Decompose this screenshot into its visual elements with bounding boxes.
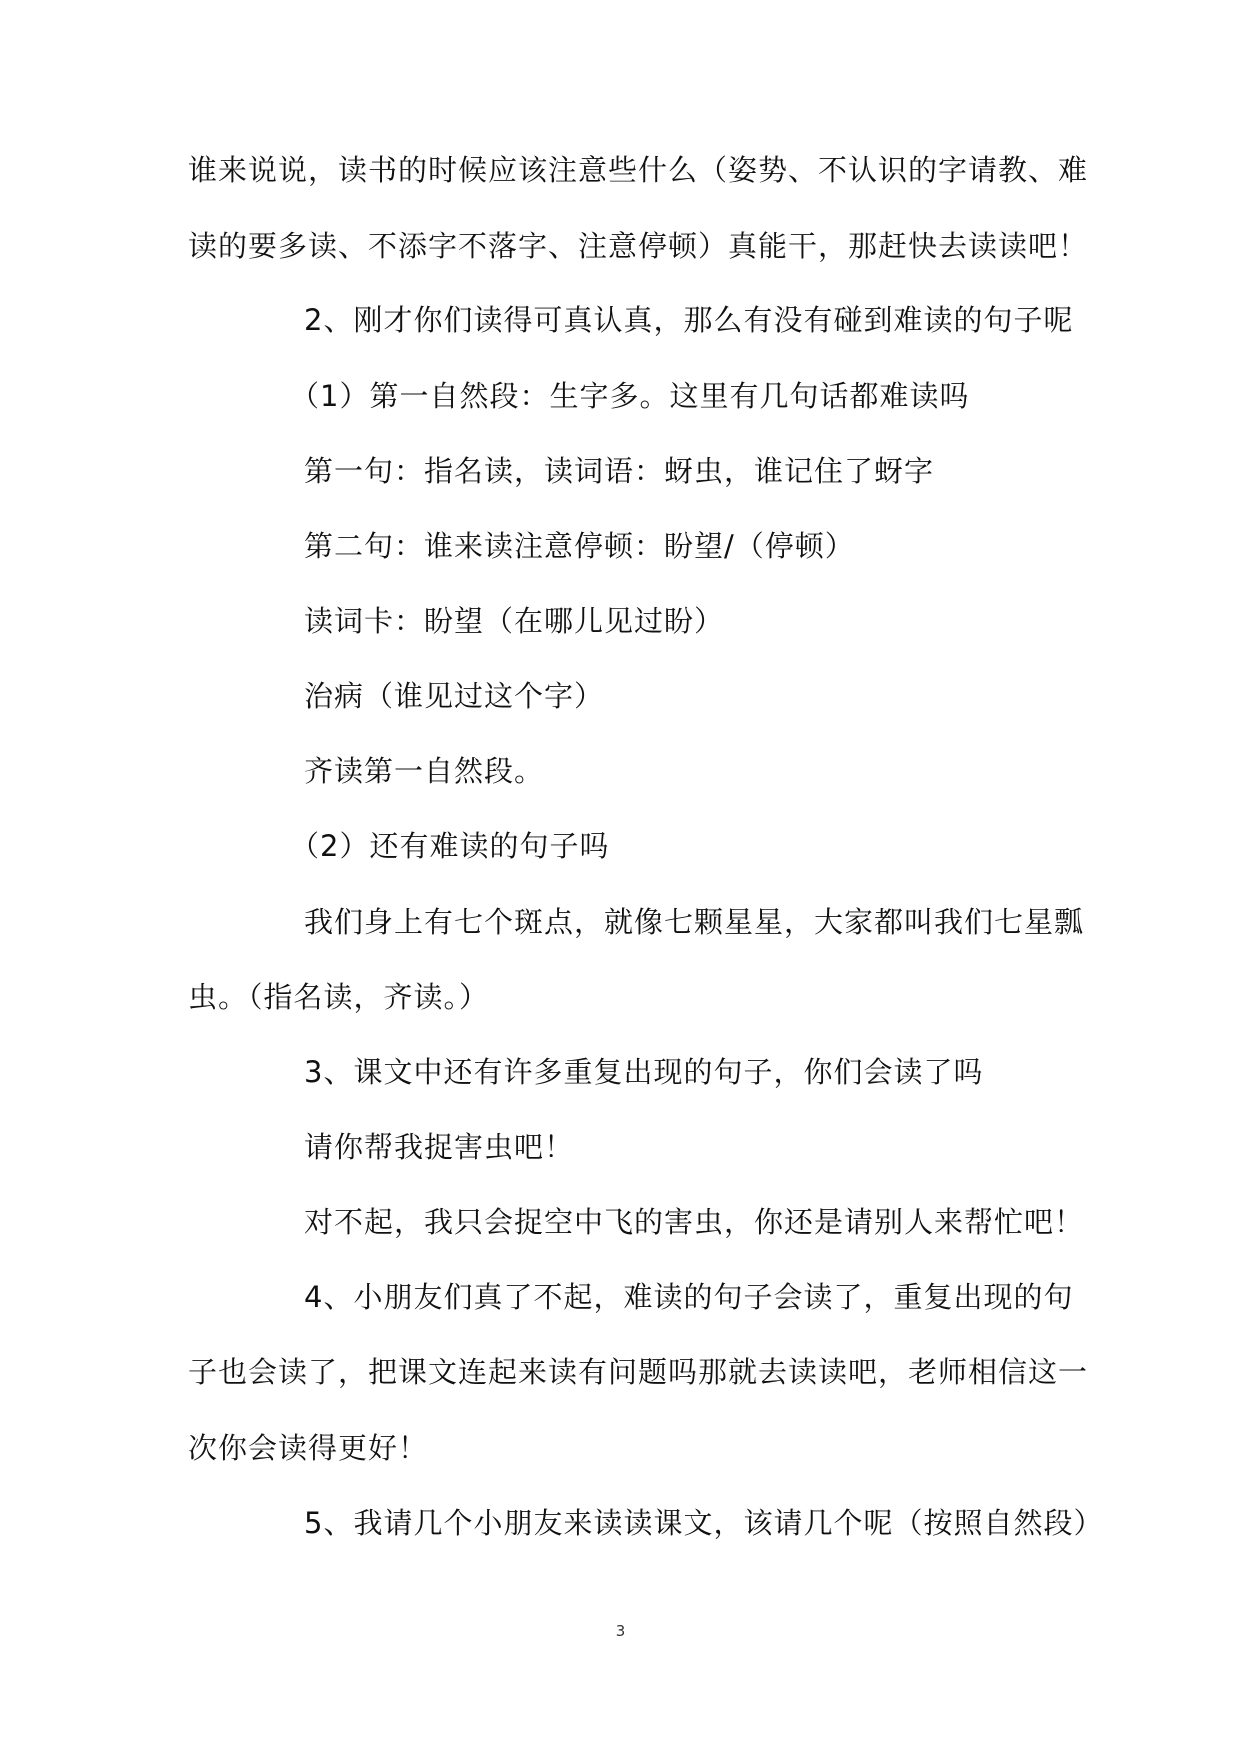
paragraph-line: （2）还有难读的句子吗 xyxy=(290,829,610,863)
paragraph-line: 虫。（指名读，齐读。） xyxy=(188,980,490,1014)
paragraph-line: 读的要多读、不添字不落字、注意停顿）真能干，那赶快去读读吧！ xyxy=(188,229,1089,263)
paragraph-line: 次你会读得更好！ xyxy=(188,1431,429,1465)
paragraph-line: 3、课文中还有许多重复出现的句子，你们会读了吗 xyxy=(304,1055,984,1089)
paragraph-line: 4、小朋友们真了不起，难读的句子会读了，重复出现的句 xyxy=(304,1280,1074,1314)
paragraph-line: 请你帮我捉害虫吧！ xyxy=(304,1130,575,1164)
paragraph-line: 对不起，我只会捉空中飞的害虫，你还是请别人来帮忙吧！ xyxy=(304,1205,1085,1239)
paragraph-line: 我们身上有七个斑点，就像七颗星星，大家都叫我们七星瓢 xyxy=(304,905,1085,939)
paragraph-line: 治病（谁见过这个字） xyxy=(304,679,605,713)
paragraph-line: 齐读第一自然段。 xyxy=(304,754,545,788)
page-number: 3 xyxy=(615,1622,626,1640)
paragraph-line: 读词卡：盼望（在哪儿见过盼） xyxy=(304,604,725,638)
paragraph-line: 第二句：谁来读注意停顿：盼望/（停顿） xyxy=(304,529,855,563)
paragraph-line: （1）第一自然段：生字多。这里有几句话都难读吗 xyxy=(290,379,970,413)
paragraph-line: 谁来说说，读书的时候应该注意些什么（姿势、不认识的字请教、难 xyxy=(188,153,1089,187)
paragraph-line: 第一句：指名读，读词语：蚜虫，谁记住了蚜字 xyxy=(304,454,935,488)
paragraph-line: 5、我请几个小朋友来读读课文，该请几个呢（按照自然段） xyxy=(304,1506,1104,1540)
paragraph-line: 2、刚才你们读得可真认真，那么有没有碰到难读的句子呢 xyxy=(304,303,1074,337)
paragraph-line: 子也会读了，把课文连起来读有问题吗那就去读读吧，老师相信这一 xyxy=(188,1355,1089,1389)
